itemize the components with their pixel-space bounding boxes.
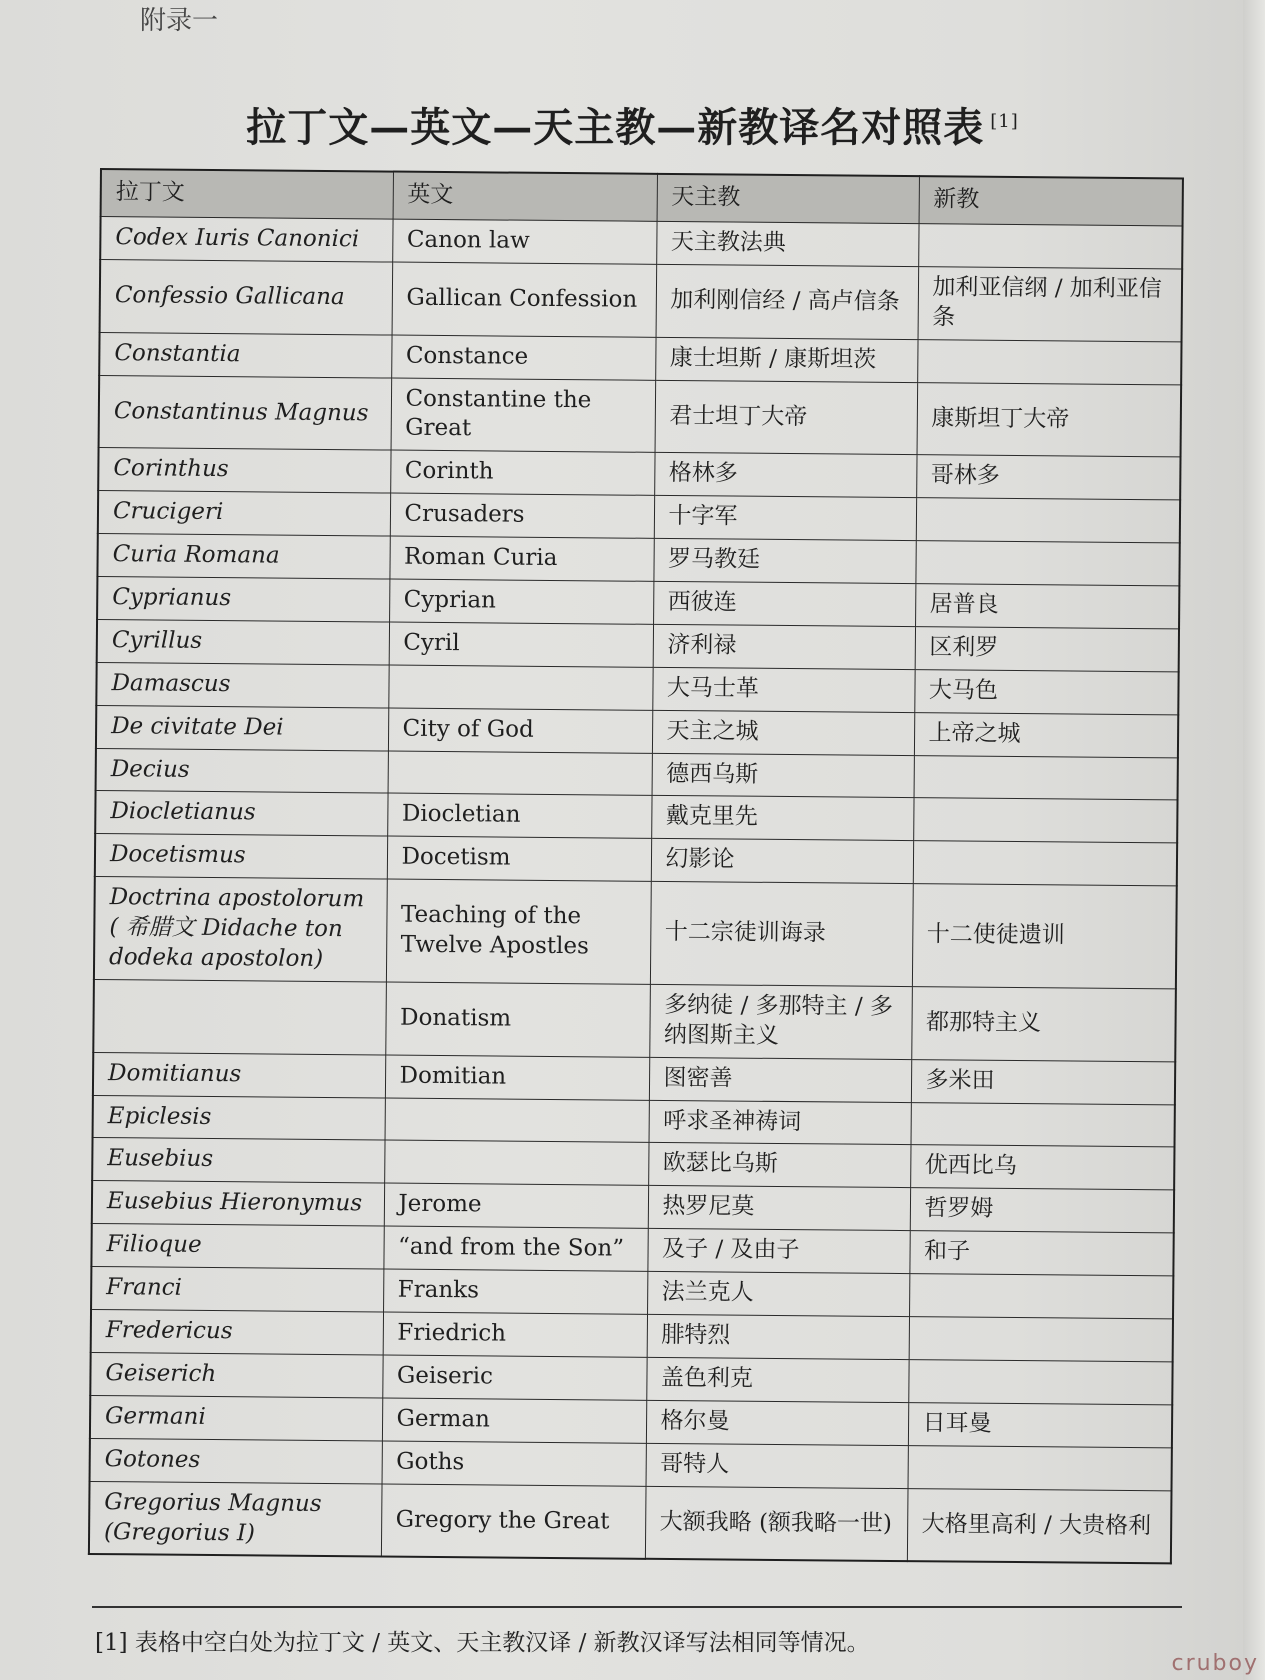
cell-catholic: 格尔曼: [646, 1400, 908, 1445]
cell-latin: Codex Iuris Canonici: [100, 217, 392, 262]
cell-latin: Constantinus Magnus: [99, 375, 392, 450]
footnote: [1] 表格中空白处为拉丁文 / 英文、天主教汉译 / 新教汉译写法相同等情况。: [95, 1630, 870, 1656]
cell-english: Gallican Confession: [392, 262, 657, 337]
cell-latin: Fredericus: [91, 1310, 383, 1355]
cell-latin: Doctrina apostolorum ( 希腊文 Didache ton dodeka apostolon): [94, 877, 387, 982]
cell-english: Teaching of the Twelve Apostles: [386, 879, 651, 984]
title-footnote-marker: [1]: [990, 110, 1019, 132]
cell-catholic: 天主教法典: [656, 221, 918, 266]
cell-english: Domitian: [385, 1055, 649, 1100]
cell-catholic: 君士坦丁大帝: [655, 380, 918, 455]
cell-protestant: [909, 1274, 1173, 1319]
cell-latin: Corinthus: [98, 448, 390, 493]
cell-latin: Decius: [96, 748, 388, 793]
page-title: [0, 96, 1265, 153]
cell-catholic: 十字军: [654, 496, 916, 541]
cell-catholic: 大马士革: [652, 667, 914, 712]
cell-latin: Filioque: [91, 1224, 383, 1269]
cell-english: Docetism: [387, 836, 651, 881]
table-row: [94, 877, 1177, 989]
cell-protestant: [913, 798, 1177, 843]
cell-protestant: 上帝之城: [914, 712, 1178, 757]
cell-latin: Cyrillus: [97, 619, 389, 664]
cell-latin: Crucigeri: [98, 491, 390, 536]
cell-catholic: 大额我略 (额我略一世): [645, 1486, 908, 1562]
cell-english: Gregory the Great: [381, 1484, 646, 1560]
cell-latin: Eusebius Hieronymus: [92, 1181, 384, 1226]
title-text: 拉丁文—英文—天主教—新教译名对照表: [246, 104, 985, 151]
cell-english: Constance: [391, 335, 655, 380]
page-edge: [1243, 0, 1265, 1680]
cell-catholic: 幻影论: [651, 839, 913, 884]
table-row: [99, 375, 1182, 457]
cell-catholic: 加利刚信经 / 高卢信条: [656, 264, 919, 339]
cell-protestant: 和子: [909, 1231, 1173, 1276]
cell-latin: De civitate Dei: [96, 705, 388, 750]
cell-protestant: [909, 1317, 1173, 1362]
cell-protestant: 大格里高利 / 大贵格利: [907, 1488, 1172, 1564]
cell-catholic: 格林多: [654, 453, 916, 498]
cell-latin: Curia Romana: [97, 534, 389, 579]
table-row: [89, 1481, 1172, 1564]
cell-protestant: [914, 755, 1178, 800]
header-catholic: 天主教: [657, 174, 919, 224]
cell-protestant: [916, 498, 1180, 543]
cell-english: Franks: [383, 1269, 647, 1314]
header-protestant: 新教: [919, 176, 1183, 226]
cell-protestant: 区利罗: [915, 627, 1179, 672]
cell-latin: Epiclesis: [93, 1095, 385, 1140]
cell-catholic: 多纳徒 / 多那特主 / 多纳图斯主义: [649, 984, 912, 1059]
cell-catholic: 天主之城: [652, 710, 914, 755]
watermark: cruboy: [1171, 1651, 1259, 1676]
cell-catholic: 及子 / 及由子: [647, 1229, 909, 1274]
cell-protestant: 加利亚信纲 / 加利亚信条: [918, 267, 1183, 342]
cell-latin: Constantia: [99, 332, 391, 377]
cell-latin: Domitianus: [93, 1052, 385, 1097]
cell-catholic: 腓特烈: [647, 1314, 909, 1359]
cell-english: Geiseric: [382, 1355, 646, 1400]
cell-protestant: 大马色: [914, 669, 1178, 714]
glossary-table: [88, 168, 1184, 1565]
cell-english: Friedrich: [383, 1312, 647, 1357]
cell-protestant: 日耳曼: [908, 1402, 1172, 1447]
cell-latin: Gotones: [90, 1438, 382, 1483]
cell-catholic: 哥特人: [646, 1443, 908, 1488]
glossary-table-wrapper: [88, 168, 1182, 1565]
cell-english: Cyril: [389, 622, 653, 667]
table-row: [100, 259, 1183, 341]
cell-protestant: [908, 1360, 1172, 1405]
cell-catholic: 德西乌斯: [652, 753, 914, 798]
cell-latin: Cyprianus: [97, 577, 389, 622]
header-latin: 拉丁文: [101, 169, 393, 219]
table-row: [93, 979, 1176, 1061]
cell-protestant: 哲罗姆: [910, 1188, 1174, 1233]
cell-english: Corinth: [390, 450, 654, 495]
cell-protestant: 多米田: [911, 1059, 1175, 1104]
cell-english: German: [382, 1398, 646, 1443]
cell-protestant: 康斯坦丁大帝: [917, 382, 1182, 457]
cell-english: “and from the Son”: [383, 1226, 647, 1271]
cell-english: Diocletian: [387, 794, 651, 839]
cell-catholic: 法兰克人: [647, 1271, 909, 1316]
cell-catholic: 欧瑟比乌斯: [648, 1143, 910, 1188]
cell-latin: Confessio Gallicana: [100, 259, 393, 334]
running-head: 附录一: [140, 6, 219, 36]
cell-english: [384, 1141, 648, 1186]
cell-catholic: 西彼连: [653, 581, 915, 626]
cell-catholic: 图密善: [649, 1057, 911, 1102]
cell-catholic: 戴克里先: [651, 796, 913, 841]
cell-latin: Eusebius: [92, 1138, 384, 1183]
cell-latin: Diocletianus: [95, 791, 387, 836]
cell-english: Goths: [382, 1441, 646, 1486]
cell-protestant: [908, 1445, 1172, 1490]
cell-protestant: [913, 841, 1177, 886]
cell-english: Roman Curia: [389, 536, 653, 581]
cell-latin: Franci: [91, 1267, 383, 1312]
cell-english: Constantine the Great: [391, 378, 656, 453]
cell-latin: Germani: [90, 1395, 382, 1440]
cell-latin: Damascus: [96, 662, 388, 707]
cell-english: Cyprian: [389, 579, 653, 624]
cell-english: City of God: [388, 708, 652, 753]
cell-english: Canon law: [392, 219, 656, 264]
cell-protestant: 居普良: [915, 584, 1179, 629]
cell-catholic: 罗马教廷: [653, 538, 915, 583]
cell-english: Jerome: [384, 1183, 648, 1228]
cell-latin: Gregorius Magnus (Gregorius I): [89, 1481, 382, 1557]
cell-english: Donatism: [385, 982, 650, 1057]
cell-catholic: 康士坦斯 / 康斯坦茨: [655, 337, 917, 382]
cell-catholic: 呼求圣神祷词: [649, 1100, 911, 1145]
cell-protestant: 优西比乌: [910, 1145, 1174, 1190]
footnote-divider: [92, 1606, 1182, 1608]
cell-protestant: 十二使徒遗训: [912, 884, 1177, 989]
cell-protestant: [915, 541, 1179, 586]
cell-catholic: 热罗尼莫: [648, 1186, 910, 1231]
header-english: 英文: [393, 172, 657, 222]
cell-english: [388, 665, 652, 710]
cell-protestant: 哥林多: [916, 455, 1180, 500]
cell-english: Crusaders: [390, 493, 654, 538]
cell-latin: Geiserich: [90, 1352, 382, 1397]
cell-latin: Docetismus: [95, 834, 387, 879]
cell-latin: [93, 979, 386, 1054]
cell-catholic: 十二宗徒训诲录: [650, 882, 913, 987]
cell-english: [388, 751, 652, 796]
cell-catholic: 济利禄: [653, 624, 915, 669]
cell-protestant: 都那特主义: [911, 987, 1176, 1062]
cell-catholic: 盖色利克: [646, 1357, 908, 1402]
cell-protestant: [918, 224, 1182, 269]
cell-english: [385, 1098, 649, 1143]
cell-protestant: [917, 339, 1181, 384]
cell-protestant: [911, 1102, 1175, 1147]
